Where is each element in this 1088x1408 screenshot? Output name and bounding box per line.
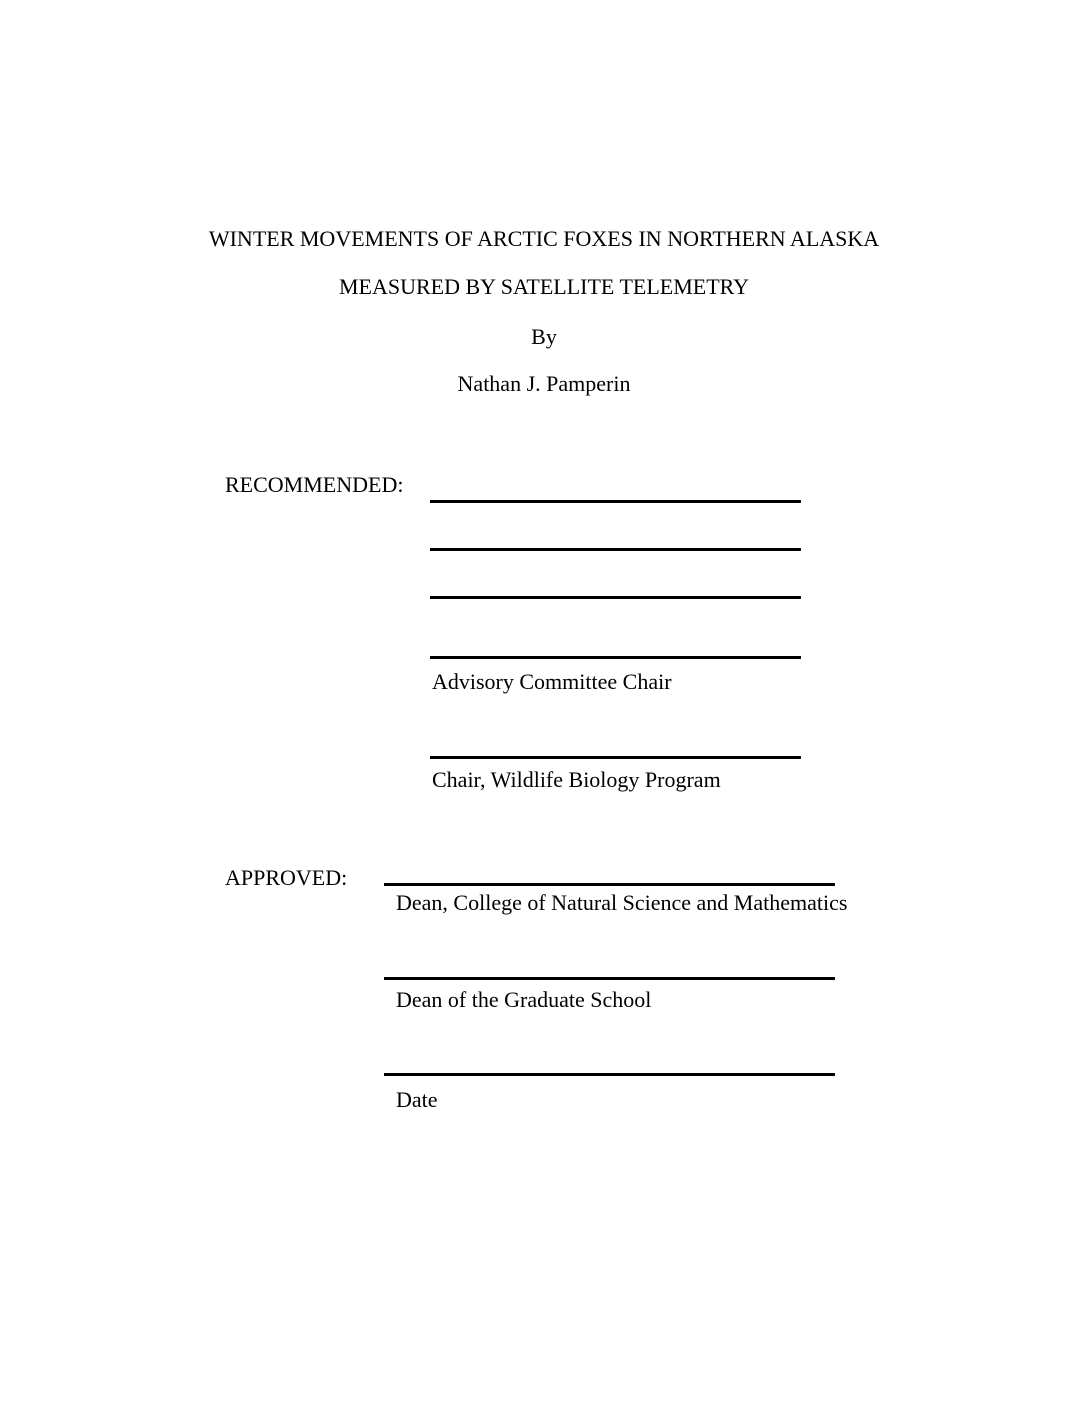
signature-line-1 (430, 500, 801, 503)
recommended-label: RECOMMENDED: (225, 472, 404, 497)
chair-wildlife-biology-program-label: Chair, Wildlife Biology Program (432, 767, 721, 792)
author-name: Nathan J. Pamperin (457, 371, 631, 396)
approved-label: APPROVED: (225, 865, 348, 890)
signature-line-dean-graduate-school (384, 977, 835, 980)
advisory-committee-chair-label: Advisory Committee Chair (432, 669, 672, 694)
signature-line-date (384, 1073, 835, 1076)
by-label: By (531, 324, 557, 349)
signature-line-chair-wildlife-biology-program (430, 756, 801, 759)
signature-line-3 (430, 596, 801, 599)
dean-graduate-school-label: Dean of the Graduate School (396, 987, 652, 1012)
thesis-title-line-2: MEASURED BY SATELLITE TELEMETRY (338, 274, 750, 299)
signature-line-dean-college (384, 883, 835, 886)
dean-college-label: Dean, College of Natural Science and Mathematics (396, 890, 848, 915)
thesis-title-line-1: WINTER MOVEMENTS OF ARCTIC FOXES IN NORTHERN ALASKA (208, 226, 880, 251)
signature-line-advisory-committee-chair (430, 656, 801, 659)
date-label: Date (396, 1087, 438, 1112)
signature-line-2 (430, 548, 801, 551)
